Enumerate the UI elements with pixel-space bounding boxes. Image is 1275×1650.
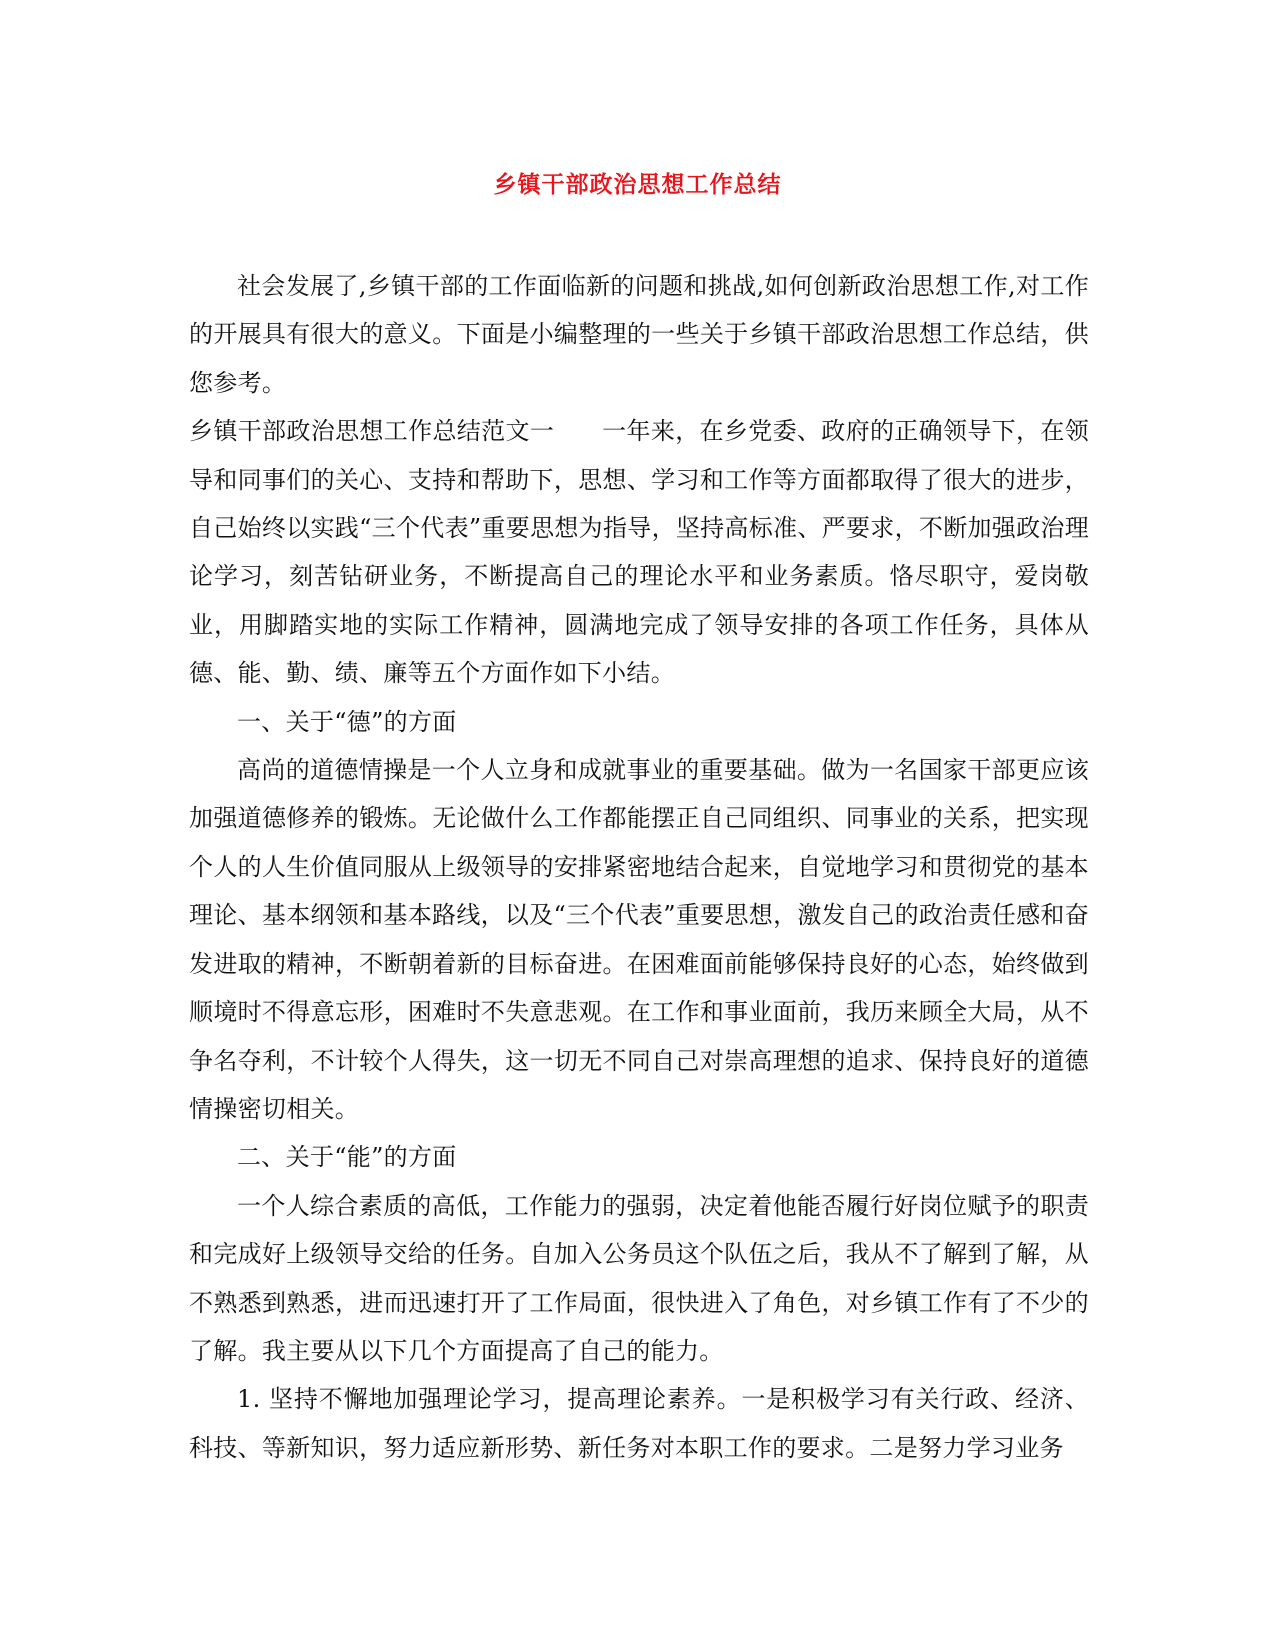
intro-paragraph: 社会发展了,乡镇干部的工作面临新的问题和挑战,如何创新政治思想工作,对工作的开展具有很大的意义。下面是小编整理的一些关于乡镇干部政治思想工作总结，供您参考。 — [189, 272, 1089, 397]
sample-opening-text: 一年来，在乡党委、政府的正确领导下，在领导和同事们的关心、支持和帮助下，思想、学习和工作等方面都取得了很大的进步，自己始终以实践“三个代表”重要思想为指导，坚持高标准、严要求，不断加强政治理论学习，刻苦钻研业务，不断提高自己的理论水平和业务素质。恪尽职守，爱岗敬业，用脚踏实地的实际工作精神，圆满地完成了领导安排的各项工作任务，具体从德、能、勤、绩、廉等五个方面作如下小结。 — [189, 417, 1090, 688]
section-heading-ability: 二、关于“能”的方面 — [237, 1143, 457, 1172]
section-paragraph-virtue: 高尚的道德情操是一个人立身和成就事业的重要基础。做为一名国家干部更应该加强道德修养的锻炼。无论做什么工作都能摆正自己同组织、同事业的关系，把实现个人的人生价值同服从上级领导的安排紧密地结合起来，自觉地学习和贯彻党的基本理论、基本纲领和基本路线，以及“三个代表”重要思想，激发自己的政治责任感和奋发进取的精神，不断朝着新的目标奋进。在困难面前能够保持良好的心态，始终做到顺境时不得意忘形，困难时不失意悲观。在工作和事业面前，我历来顾全大局，从不争名夺利，不计较个人得失，这一切无不同自己对崇高理想的追求、保持良好的道德情操密切相关。 — [189, 756, 1089, 1123]
document-title: 乡镇干部政治思想工作总结 — [493, 172, 782, 198]
sample-heading: 乡镇干部政治思想工作总结范文一 — [189, 417, 555, 446]
list-item-1: 1. 坚持不懈地加强理论学习，提高理论素养。一是积极学习有关行政、经济、科技、等新知识，努力适应新形势、新任务对本职工作的要求。二是努力学习业务 — [189, 1385, 1089, 1462]
section-paragraph-ability: 一个人综合素质的高低，工作能力的强弱，决定着他能否履行好岗位赋予的职责和完成好上级领导交给的任务。自加入公务员这个队伍之后，我从不了解到了解，从不熟悉到熟悉，进而迅速打开了工作局面，很快进入了角色，对乡镇工作有了不少的了解。我主要从以下几个方面提高了自己的能力。 — [189, 1191, 1089, 1365]
sample-paragraph — [189, 407, 1089, 697]
document-body — [189, 262, 1089, 1472]
section-heading-virtue: 一、关于“德”的方面 — [237, 707, 457, 736]
